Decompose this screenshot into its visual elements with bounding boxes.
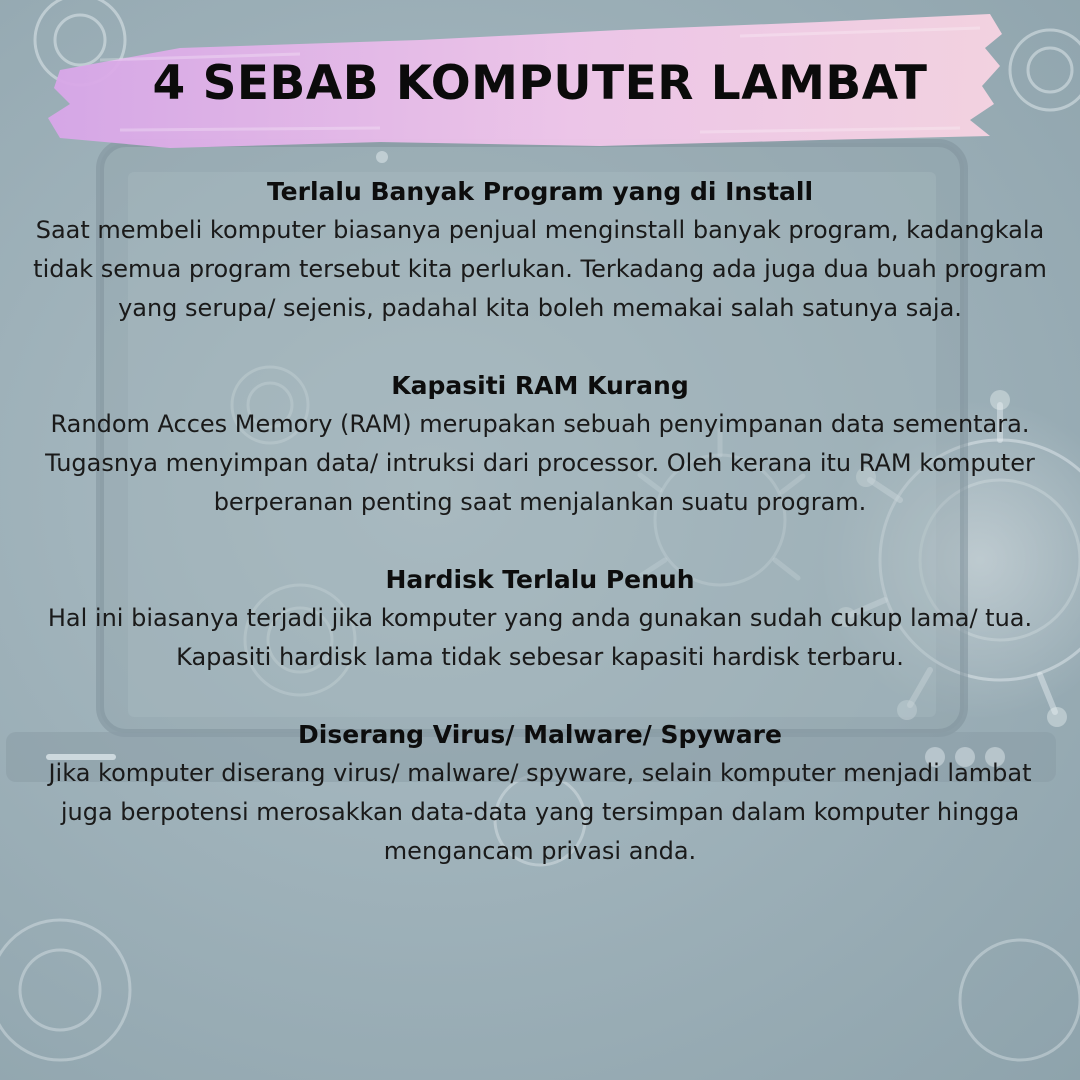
- section-body: Random Acces Memory (RAM) merupakan sebuah penyimpanan data sementara. Tugasnya menyimpan data/ intruksi dari processor. Oleh kerana itu RAM komputer berperanan penting saat menjalankan suatu program.: [45, 410, 1035, 516]
- section-body: Hal ini biasanya terjadi jika komputer yang anda gunakan sudah cukup lama/ tua. Kapasiti hardisk lama tidak sebesar kapasiti hardisk terbaru.: [47, 604, 1033, 671]
- section-heading: Terlalu Banyak Program yang di Install: [266, 177, 814, 206]
- section-heading: Kapasiti RAM Kurang: [391, 371, 689, 400]
- content: [30, 172, 1050, 909]
- page-title: 4 SEBAB KOMPUTER LAMBAT: [152, 56, 928, 111]
- section-body: Jika komputer diserang virus/ malware/ spyware, selain komputer menjadi lambat juga berpotensi merosakkan data-data yang tersimpan dalam komputer hingga mengancam privasi anda.: [48, 759, 1032, 865]
- title-banner: [40, 14, 1040, 150]
- section-too-many-programs: [30, 172, 1050, 328]
- section-heading: Hardisk Terlalu Penuh: [385, 565, 695, 594]
- section-virus: [30, 715, 1050, 871]
- section-ram: [30, 366, 1050, 522]
- section-body: Saat membeli komputer biasanya penjual menginstall banyak program, kadangkala tidak semua program tersebut kita perlukan. Terkadang ada juga dua buah program yang serupa/ sejenis, padahal kita boleh memakai salah satunya saja.: [33, 216, 1047, 322]
- section-heading: Diserang Virus/ Malware/ Spyware: [298, 720, 782, 749]
- section-harddisk: [30, 560, 1050, 677]
